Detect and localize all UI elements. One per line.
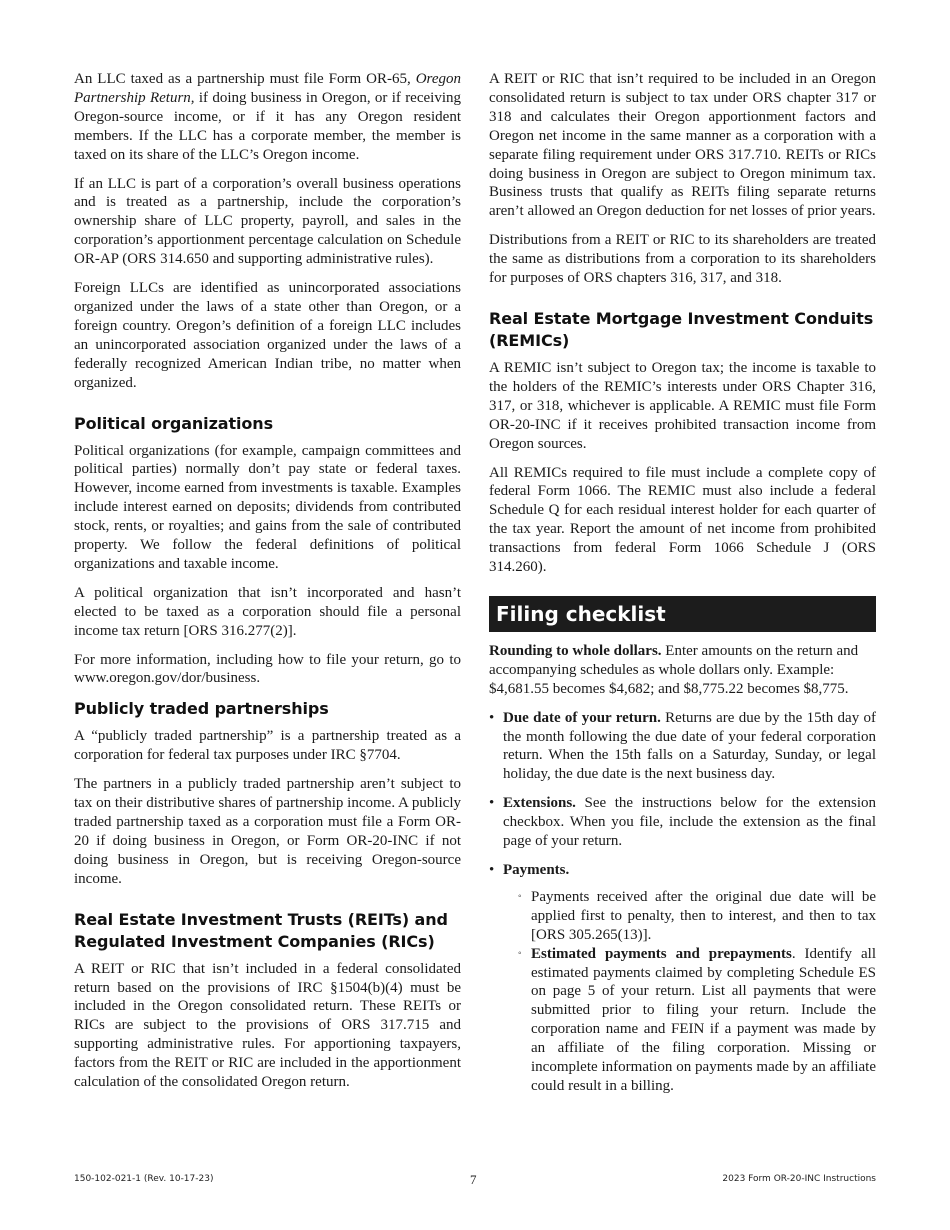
remic-paragraph-1: A REMIC isn’t subject to Oregon tax; the income is taxable to the holders of the REMIC’s interests under ORS Chapter 316, 317, or 318, whichever is applicable. A REMIC must file Form OR-20-INC if it receives prohibited transaction income from Oregon sources. (489, 359, 876, 452)
payments-sub-item (503, 945, 876, 1096)
filing-checklist-banner: Filing checklist (489, 596, 876, 632)
llc-paragraph-3: Foreign LLCs are identified as unincorporated associations organized under the laws of a state other than Oregon, or a foreign country. Oregon’s definition of a foreign LLC includes an unincorporated association organized under the laws of a federally recognized American Indian tribe, no matter when organized. (74, 280, 461, 391)
payments-sublist (503, 888, 876, 1096)
remic-heading: Real Estate Mortgage Investment Conduits (REMICs) (489, 308, 874, 350)
payments-label: Payments. (503, 862, 570, 878)
form-number: 150-102-021-1 (Rev. 10-17-23) (74, 1174, 214, 1184)
reit-paragraph-1: A REIT or RIC that isn’t included in a federal consolidated return based on the provisions of IRC §1504(b)(4) must be included in the Oregon consolidated return. These REITs or RICs are subject to the provisions of ORS 317.715 and supporting administrative rules. For apportioning taxpayers, factors from the REIT or RIC are included in the apportionment calculation of the consolidated Oregon return. (74, 960, 461, 1091)
extensions-label: Extensions. (503, 795, 576, 812)
publicly-traded-partnerships-heading: Publicly traded partnerships (74, 699, 329, 719)
llc-paragraph-1 (74, 70, 461, 165)
circle-bullet-icon: ◦ (518, 947, 522, 959)
llc-p1-text-cont: if doing business in Oregon, or if receiving Oregon-source income, or if it has any Oregon resident members. If the LLC has a corporate member, the member is taxed on its share of the LLC’s Oregon income. (74, 89, 461, 163)
checklist-item-due-date (489, 709, 876, 785)
political-paragraph-1: Political organizations (for example, campaign committees and political parties) normally don’t pay state or federal taxes. However, income earned from investments is taxable. Examples include interest earned on deposits; dividends from contributed stock, rents, or royalties; and gains from the sale of contributed property. We follow the federal definitions of political organizations and taxable income. (74, 442, 461, 572)
political-paragraph-3: For more information, including how to file your return, go to www.oregon.gov/dor/business. (74, 651, 461, 687)
bullet-icon: • (489, 709, 495, 726)
left-column (74, 70, 461, 1102)
right-column (489, 70, 876, 1106)
page-number: 7 (470, 1172, 477, 1187)
payments-sub-item (503, 888, 876, 945)
llc-paragraph-2: If an LLC is part of a corporation’s overall business operations and is treated as a partnership, include the corporation’s ownership share of LLC property, payroll, and sales in the corporation’s apportionment percentage calculation on Schedule OR-AP (ORS 314.650 and supporting administrative rules). (74, 175, 461, 268)
due-date-text: Returns are due by the 15th day of the month following the due date of your federal corporation return. When the 15th falls on a Saturday, Sunday, or legal holiday, the due date is the next business day. (503, 709, 877, 783)
political-paragraph-2: A political organization that isn’t incorporated and hasn’t elected to be taxed as a corporation should file a personal income tax return [ORS 316.277(2)]. (74, 584, 461, 639)
ptp-paragraph-2: The partners in a publicly traded partnership aren’t subject to tax on their distributive shares of partnership income. A publicly traded partnership taxed as a corporation must file a Form OR-20 if doing business in Oregon, or Form OR-20-INC if not doing business in Oregon, but is receiving Oregon-source income. (74, 776, 461, 887)
rounding-label: Rounding to whole dollars. (489, 642, 662, 659)
remic-paragraph-2: All REMICs required to file must include a complete copy of federal Form 1066. The REMIC must also include a federal Schedule Q for each residual interest holder for each quarter of the tax year. Report the amount of net income from prohibited transactions from federal Form 1066 Schedule J (ORS 314.260). (489, 464, 876, 576)
llc-p1-text: An LLC taxed as a partnership must file Form OR-65, (74, 71, 416, 87)
estimated-payments-text: . Identify all estimated payments claimed by completing Schedule ES on page 5 of your return. List all payments that were submitted prior to filing your return. Include the corporation name and FEIN if a payment was made by an affiliate of the filing corporation. Missing or incomplete information on payments made by an affiliate could result in a billing. (531, 945, 876, 1094)
checklist (489, 709, 876, 1096)
reit-paragraph-3: Distributions from a REIT or RIC to its shareholders are treated the same as distributions from a corporation to its shareholders for purposes of ORS chapters 316, 317, and 318. (489, 232, 876, 287)
bullet-icon: • (489, 795, 495, 812)
checklist-item-extensions (489, 794, 876, 851)
form-title-italic: Oregon Partnership Return, (74, 71, 461, 106)
estimated-payments-label: Estimated payments and prepayments (531, 945, 792, 962)
document-title: 2023 Form OR-20-INC Instructions (722, 1174, 876, 1184)
extensions-text: See the instructions below for the extension checkbox. When you file, include the extension as the final page of your return. (503, 795, 876, 850)
ptp-paragraph-1: A “publicly traded partnership” is a partnership treated as a corporation for federal tax purposes under IRC §7704. (74, 728, 461, 764)
rounding-paragraph (489, 642, 876, 699)
political-organizations-heading: Political organizations (74, 413, 274, 433)
reit-paragraph-2: A REIT or RIC that isn’t required to be included in an Oregon consolidated return is subject to tax under ORS chapter 317 or 318 and calculates their Oregon apportionment factors and Oregon net income in the same manner as a corporation with a separate filing requirement under ORS 317.710. REITs or RICs doing business in Oregon are subject to Oregon minimum tax. Business trusts that qualify as REITs filing separate returns aren’t allowed an Oregon deduction for net losses of prior years. (489, 71, 876, 220)
rounding-text: Enter amounts on the return and accompanying schedules as whole dollars only. Example: $4,681.55 becomes $4,682; and $8,775.22 becomes $8,775. (489, 642, 859, 697)
payments-sub-text: Payments received after the original due date will be applied first to penalty, then to interest, and then to tax [ORS 305.265(13)]. (531, 888, 876, 943)
bullet-icon: • (489, 862, 495, 878)
reit-ric-heading: Real Estate Investment Trusts (REITs) and Regulated Investment Companies (RICs) (74, 909, 448, 951)
page-footer (74, 1172, 876, 1188)
checklist-item-payments (489, 861, 876, 1096)
circle-bullet-icon: ◦ (518, 890, 522, 902)
due-date-label: Due date of your return. (503, 709, 661, 726)
